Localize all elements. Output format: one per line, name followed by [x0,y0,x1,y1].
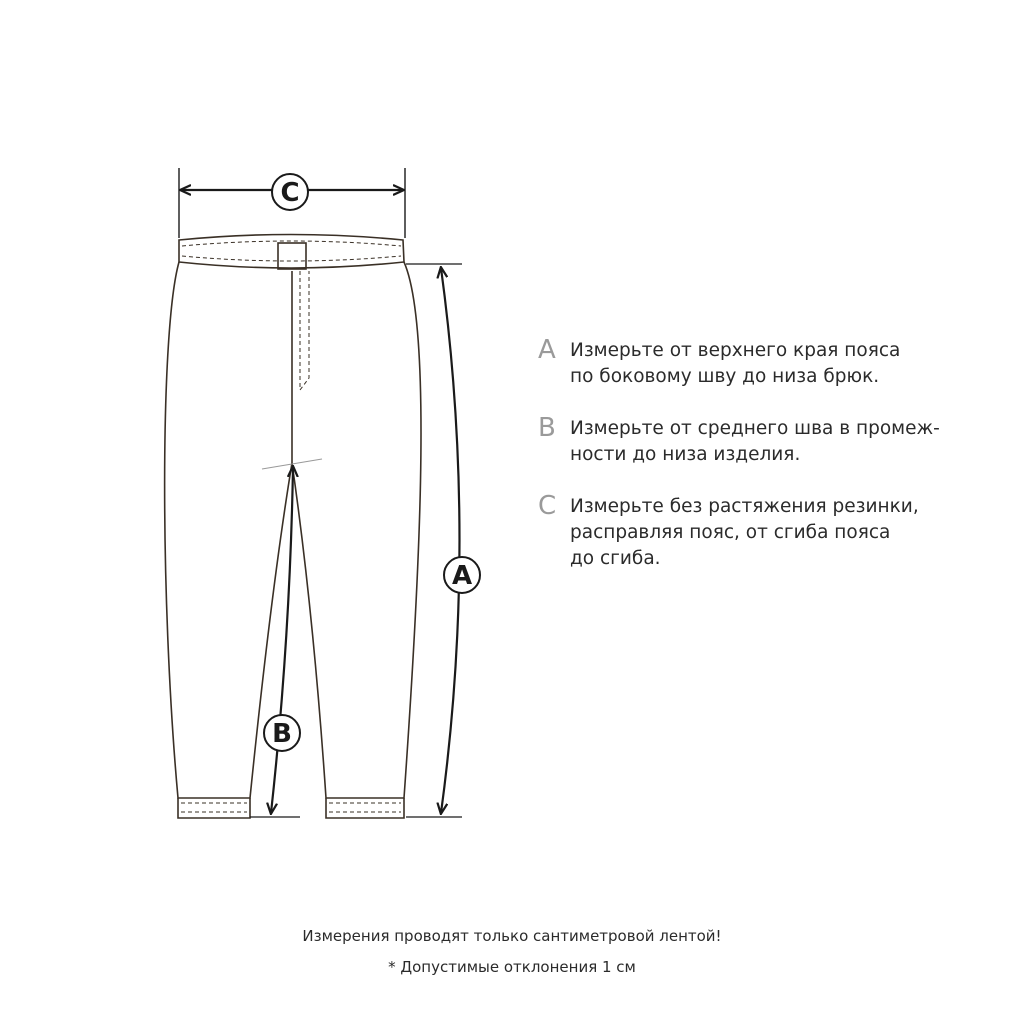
measurement-a [406,264,480,817]
instruction-b-text: Измерьте от среднего шва в промеж- ности до низа изделия. [570,418,940,465]
measurement-b [250,467,300,817]
instruction-b [538,413,1008,468]
footer-note: Измерения проводят только сантиметровой лентой! [302,927,722,945]
instruction-b-letter: B [538,413,556,443]
fly-stitch [300,271,309,390]
c-circle-label: C [280,178,300,208]
footer-tolerance: * Допустимые отклонения 1 см [388,958,636,976]
b-circle-label: B [272,719,292,749]
waistband-bottom-stitch [182,256,401,261]
instruction-c [538,491,1008,572]
waistband-label-patch [278,243,306,269]
a-circle-label: A [451,561,473,591]
left-cuff [178,798,250,818]
b-arrow [271,467,293,813]
measurement-c [179,168,405,238]
instruction-a-letter: A [538,335,556,365]
instruction-c-letter: C [538,491,557,521]
a-arrow [441,268,460,813]
right-cuff [326,798,404,818]
waistband [179,235,404,269]
instruction-a-text: Измерьте от верхнего края пояса по боковому шву до низа брюк. [570,340,901,387]
instructions [538,335,1008,598]
instruction-a [538,335,1008,390]
instruction-c-text: Измерьте без растяжения резинки, расправляя пояс, от сгиба пояса до сгиба. [570,496,919,569]
